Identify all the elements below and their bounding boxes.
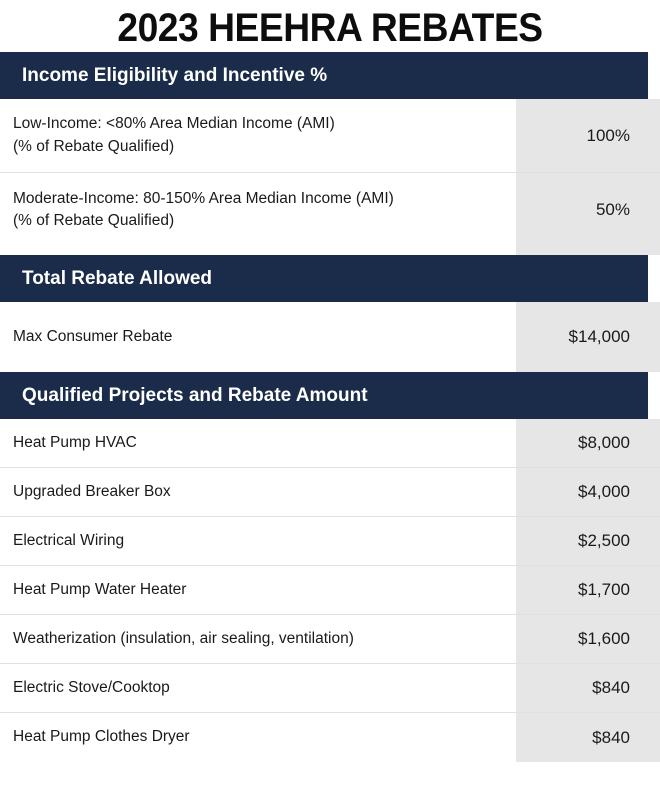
row-value: $840 — [516, 664, 660, 712]
row-label-line1: Electric Stove/Cooktop — [13, 678, 170, 696]
spacer-right — [516, 247, 660, 255]
table-row — [0, 566, 660, 615]
section-header-income-eligibility: Income Eligibility and Incentive % — [0, 52, 648, 99]
row-label-line1: Heat Pump HVAC — [13, 433, 137, 451]
row-label-line1: Upgraded Breaker Box — [13, 482, 171, 500]
row-label-line2: (% of Rebate Qualified) — [13, 212, 175, 229]
row-value: $4,000 — [516, 468, 660, 516]
table-row — [0, 664, 660, 713]
row-label — [0, 517, 516, 565]
row-value: 100% — [516, 99, 660, 172]
row-label — [0, 664, 516, 712]
row-label — [0, 615, 516, 663]
spacer-left — [0, 247, 516, 255]
row-label — [0, 99, 516, 172]
row-spacer — [0, 247, 660, 255]
section-header-total-rebate-allowed: Total Rebate Allowed — [0, 255, 648, 302]
row-label-line1: Low-Income: <80% Area Median Income (AMI) — [13, 115, 335, 133]
table-row — [0, 713, 660, 762]
row-label — [0, 419, 516, 467]
table-row — [0, 468, 660, 517]
row-value: 50% — [516, 173, 660, 247]
row-value: $1,600 — [516, 615, 660, 663]
row-label — [0, 173, 516, 247]
row-value: $840 — [516, 713, 660, 762]
table-row — [0, 615, 660, 664]
row-value: $1,700 — [516, 566, 660, 614]
row-label-line1: Weatherization (insulation, air sealing, ventilation) — [13, 629, 354, 647]
row-value: $2,500 — [516, 517, 660, 565]
section-header-qualified-projects: Qualified Projects and Rebate Amount — [0, 372, 648, 419]
row-label — [0, 713, 516, 762]
row-label-line1: Electrical Wiring — [13, 531, 125, 549]
row-label — [0, 302, 516, 372]
row-label-line2: (% of Rebate Qualified) — [13, 137, 175, 155]
table-row — [0, 419, 660, 468]
page-title: 2023 HEEHRA REBATES — [117, 6, 543, 50]
row-label — [0, 566, 516, 614]
row-label — [0, 468, 516, 516]
row-value: $14,000 — [516, 302, 660, 372]
row-label-line1: Moderate-Income: 80-150% Area Median Income (AMI) — [13, 189, 394, 207]
row-label-line1: Max Consumer Rebate — [13, 327, 173, 345]
table-row — [0, 173, 660, 247]
table-row — [0, 517, 660, 566]
row-label-line1: Heat Pump Water Heater — [13, 580, 187, 598]
table-row — [0, 99, 660, 173]
rebates-table — [0, 52, 660, 762]
row-value: $8,000 — [516, 419, 660, 467]
table-row — [0, 302, 660, 372]
row-label-line1: Heat Pump Clothes Dryer — [13, 728, 190, 746]
